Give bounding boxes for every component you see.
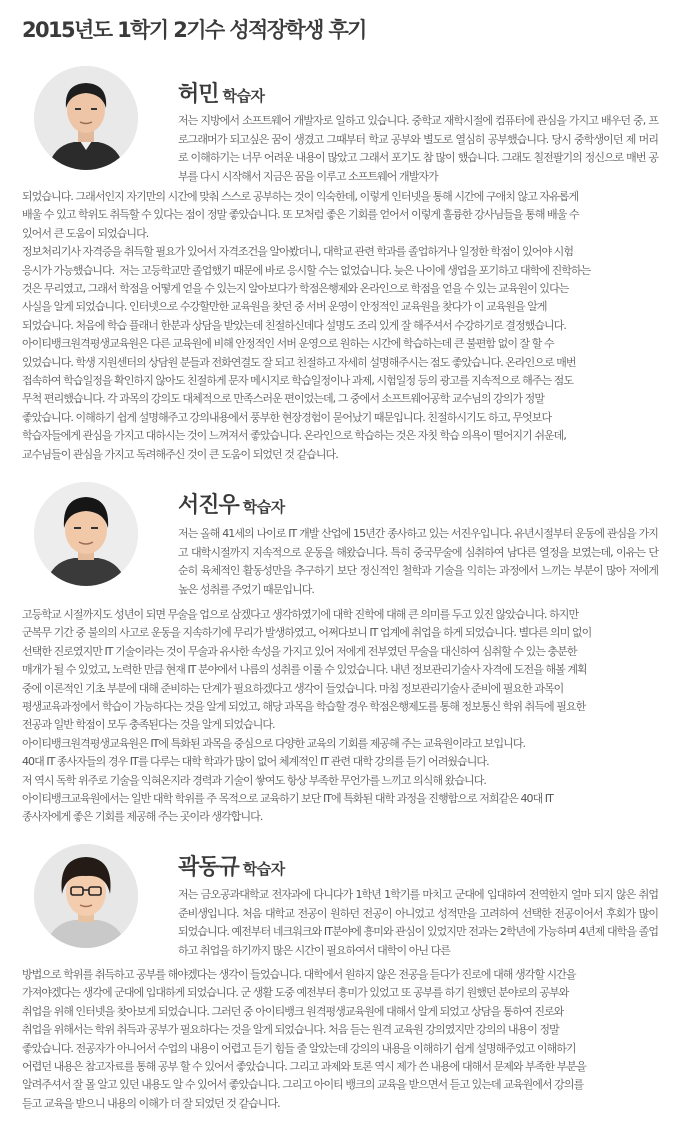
reviewer-name-text: 서진우 <box>178 493 239 518</box>
review-intro: 저는 지방에서 소프트웨어 개발자로 일하고 있습니다. 중학교 재학시절에 컴퓨터에 관심을 가지고 배우던 중, 프로그래머가 되고싶은 꿈이 생겼고 그때부터 학교 공부와 별도로 열심히 공부했습니다. 당시 중학생이던 제 머리로 이해하기는 너무 어려운 내용이 많았고 그래서 포기도 참 많이 했습니다. 그래도 칠전팔기의 정신으로 매번 공부를 다시 시작해서 지금은 꿈을 이루고 소프트웨어 개발자가 <box>178 114 658 183</box>
review-body: 방법으로 학위를 취득하고 공부를 해야겠다는 생각이 들었습니다. 대학에서 원하지 않은 전공을 듣다가 진로에 대해 생각할 시간을 가져야겠다는 생각에 군대에 입대하게 되었습니다. 군 생활 도중 예전부터 흥미가 있었고 또 공부를 하기 원했던 분야로의 공부와 취업을 위해 인터넷을 찾아보게 되었습니다. 그러던 중 아이티뱅크 원격평생교육원에 대해서 알게 되었고 상담을 통하여 진로와 취업을 위해서는 학위 취득과 공부가 필요하다는 것을 알게 되었습니다. 처음 듣는 원격 교육원 강의였지만 강의의 내용이 정말 좋았습니다. 전공자가 아니어서 수업의 내용이 어렵고 듣기 힘들 줄 알았는데 강의의 내용을 이해하기 쉽게 설명해주었고 이해하기 어렵던 내용은 참고자료를 통해 공부 할 수 있어서 좋았습니다. 그리고 과제와 토론 역시 제가 쓴 내용에 대해서 문제와 부족한 부분을 알려주셔서 잘 몰 알고 있던 내용도 알 수 있어서 좋았습니다. 그리고 아이티 뱅크의 교육을 받으면서 듣고 있는데 교육원에서 강의를 듣고 교육을 받으니 내용의 이해가 더 잘 되었던 것 같습니다. <box>22 968 586 1110</box>
review-body: 되었습니다. 그래서인지 자기만의 시간에 맞춰 스스로 공부하는 것이 익숙한데, 이렇게 인터넷을 통해 시간에 구애치 않고 자유롭게 배울 수 있고 학위도 취득할 수 있다는 점이 정말 좋았습니다. 또 모처럼 좋은 기회를 얻어서 이렇게 훌륭한 강사님들을 통해 배울 수 있어서 큰 도움이 되었습니다. 정보처리기사 자격증을 취득할 필요가 있어서 자격조건을 알아봤더니, 대학교 관련 학과를 졸업하거나 일정한 학점이 있어야 시험 응시가 가능했습니다. 저는 고등학교만 졸업했기 때문에 바로 응시할 수는 없었습니다. 늦은 나이에 생업을 포기하고 대학에 진학하는 것은 무리였고, 그래서 학점을 어떻게 얻을 수 있는지 알아보다가 학점은행제와 온라인으로 학점을 얻을 수 있는 교육원이 있다는 사실을 알게 되었습니다. 인터넷으로 수강할만한 교육원을 찾던 중 서버 운영이 안정적인 교육원을 찾다가 이 교육원을 알게 되었습니다. 처음에 학습 플래너 한분과 상담을 받았는데 친절하신데다 설명도 조리 있게 잘 해주셔서 수강하기로 결정했습니다. 아이티뱅크원격평생교육원은 다른 교육원에 비해 안정적인 서버 운영으로 원하는 시간에 학습하는데 큰 불편함 없이 잘 할 수 있었습니다. 학생 지원센터의 상담원 분들과 전화연결도 잘 되고 친절하고 자세히 설명해주시는 점도 좋았습니다. 온라인으로 매번 접속하여 학습일정을 확인하지 않아도 친절하게 문자 메시지로 학습일정이나 과제, 시험일정 등의 광고를 지속적으로 해주는 점도 무척 편리했습니다. 각 과목의 강의도 대체적으로 만족스러운 편이었는데, 그 중에서 소프트웨어공학 교수님의 강의가 정말 좋았습니다. 이해하기 쉽게 설명해주고 강의내용에서 풍부한 현장경험이 묻어났기 때문입니다. 친절하시기도 하고, 무엇보다 학습자들에게 관심을 가지고 대하시는 것이 느껴져서 좋았습니다. 온라인으로 학습하는 것은 자칫 학습 의욕이 떨어지기 쉬운데, 교수님들이 관심을 가지고 독려해주신 것이 큰 도움이 되었던 것 같습니다. <box>22 190 591 461</box>
reviewer-title: 학습자 <box>242 498 285 516</box>
reviewer-name <box>178 488 285 519</box>
reviewer-name-text: 허민 <box>178 82 219 107</box>
person-photo-icon <box>34 482 138 586</box>
review-body: 고등학교 시절까지도 성년이 되면 무술을 업으로 삼겠다고 생각하였기에 대학 진학에 대해 큰 의미를 두고 있진 않았습니다. 하지만 군복무 기간 중 불의의 사고로 운동을 지속하기에 무리가 발생하였고, 어쩌다보니 IT 업계에 취업을 하게 되었습니다. 별다른 의미 없이 선택한 진로였지만 IT 기술이라는 것이 무술과 유사한 속성을 가지고 있어 저에게 전부였던 무술을 대신하여 심취할 수 있는 충분한 매개가 될 수 있었고, 노력한 만큼 현재 IT 분야에서 나름의 성취를 이룰 수 있었습니다. 내년 정보관리기술사 자격에 도전을 해볼 계획 중에 이론적인 기초 부분에 대해 준비하는 단계가 필요하겠다고 생각이 들었습니다. 마침 정보관리기술사 준비에 필요한 과목이 평생교육과정에서 학습이 가능하다는 것을 알게 되었고, 해당 과목을 학습할 경우 학점은행제도를 통해 정보통신 학위 취득에 필요한 전공과 일반 학점이 모두 충족된다는 것을 알게 되었습니다. 아이티뱅크원격평생교육원은 IT에 특화된 과목을 중심으로 다양한 교육의 기회를 제공해 주는 교육원이라고 보입니다. 40대 IT 종사자들의 경우 IT를 다루는 대학 학과가 많이 없어 체계적인 IT 관련 대학 강의를 듣기 어려웠습니다. 저 역시 독학 위주로 기술을 익혀온지라 경력과 기술이 쌓여도 항상 부족한 무언가를 느끼고 의식해 왔습니다. 아이티뱅크교육원에서는 일반 대학 학위를 주 목적으로 교육하기 보단 IT에 특화된 대학 과정을 진행함으로 저희같은 40대 IT 종사자에게 좋은 기회를 제공해 주는 곳이라 생각합니다. <box>22 608 592 824</box>
reviewer-name-text: 곽동규 <box>178 855 239 880</box>
avatar <box>34 482 138 586</box>
reviewer-name <box>178 850 285 881</box>
reviewer-title: 학습자 <box>222 87 265 105</box>
reviewer-name <box>178 77 265 108</box>
person-photo-icon <box>34 66 138 170</box>
page-title: 2015년도 1학기 2기수 성적장학생 후기 <box>22 18 366 42</box>
review-intro: 저는 금오공과대학교 전자과에 다니다가 1학년 1학기를 마치고 군대에 입대하여 전역한지 얼마 되지 않은 취업 준비생입니다. 처음 대학교 전공이 원하던 전공이 아니었고 성적만을 고려하여 선택한 전공이어서 후회가 많이 되었습니다. 예전부터 네크워크와 IT분야에 흥미와 관심이 있었지만 전과는 2학년에 가능하며 4년제 대학을 졸업하고 취업을 하기까지 많은 시간이 필요하여서 대학이 아닌 다른 <box>178 888 658 957</box>
person-photo-icon <box>34 844 138 948</box>
avatar <box>34 844 138 948</box>
review-intro: 저는 올해 41세의 나이로 IT 개발 산업에 15년간 종사하고 있는 서진우입니다. 유년시절부터 운동에 관심을 가지고 대학시절까지 지속적으로 운동을 해왔습니다. 특히 중국무술에 심취하여 남다른 열정을 보였는데, 이유는 단순히 육체적인 활동성만을 추구하기 보단 정신적인 철학과 기술을 익히는 과정에서 느끼는 부분이 많아 저에게 높은 성취를 주었기 때문입니다. <box>178 527 658 596</box>
reviewer-title: 학습자 <box>242 860 285 878</box>
avatar <box>34 66 138 170</box>
